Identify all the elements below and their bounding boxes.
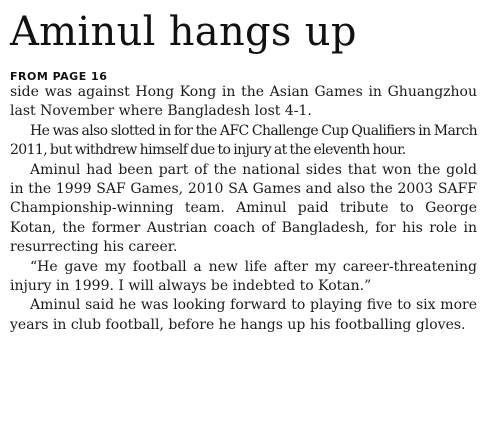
paragraph-1: side was against Hong Kong in the Asian Games in Ghuangzhou last November where Bangladesh lost 4-1. bbox=[10, 84, 477, 120]
headline: Aminul hangs up bbox=[10, 9, 357, 55]
paragraph-5: Aminul said he was looking forward to playing five to six more years in club football, before he hangs up his footballing gloves. bbox=[10, 297, 477, 333]
paragraph-4: “He gave my football a new life after my career-threatening injury in 1999. I will always be indebted to Kotan.” bbox=[10, 258, 477, 295]
paragraph-3: Aminul had been part of the national sides that won the gold in the 1999 SAF Games, 2010 SA Games and also the 2003 SAFF Championship-winning team. Aminul paid tribute to George Kotan, the former Austrian coach of Bangladesh, for his role in resurrecting his career. bbox=[10, 161, 477, 256]
paragraph-2: He was also slotted in for the AFC Challenge Cup Qualifiers in March 2011, but withdrew himself due to injury at the eleventh hour. bbox=[10, 122, 477, 159]
continued-from-label: FROM PAGE 16 bbox=[10, 70, 108, 83]
article-body bbox=[10, 83, 477, 335]
news-article bbox=[10, 6, 477, 335]
